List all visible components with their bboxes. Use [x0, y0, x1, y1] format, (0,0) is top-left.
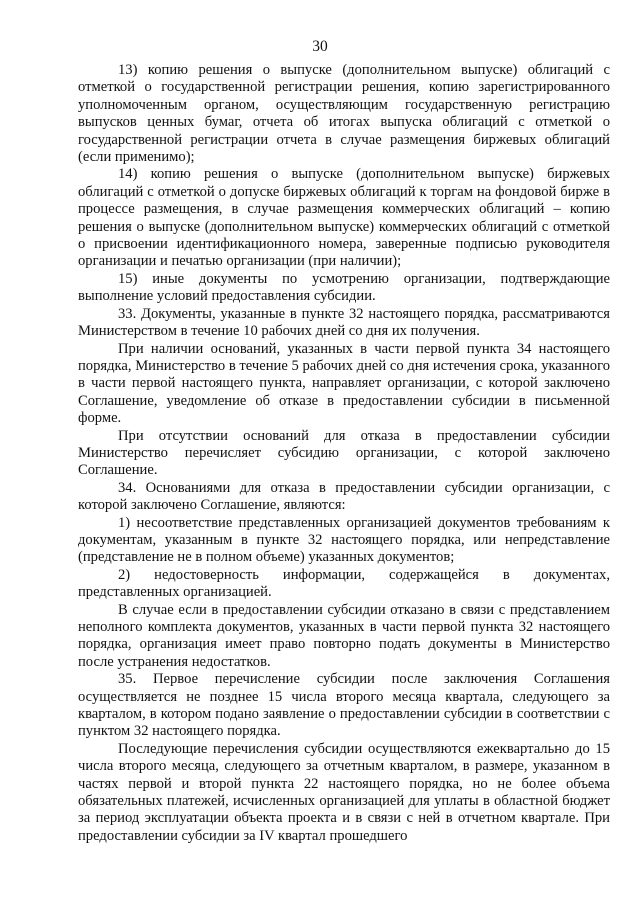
paragraph-ground-2: 2) недостоверность информации, содержащейся в документах, представленных организацией.	[78, 566, 610, 601]
paragraph-refusal-notice: При наличии оснований, указанных в части первой пункта 34 настоящего порядка, Министерство в течение 5 рабочих дней со дня истечения срока, указанного в части первой настоящего пункта, направляет организации, с которой заключено Соглашение, уведомление об отказе в предоставлении субсидии в письменной форме.	[78, 340, 610, 427]
paragraph-item-13: 13) копию решения о выпуске (дополнительном выпуске) облигаций с отметкой о государственной регистрации решения, копию зарегистрированного уполномоченным органом, осуществляющим государственную регистрацию выпусков ценных бумаг, отчета об итогах выпуска облигаций с отметкой о государственной регистрации отчета в случае размещения биржевых облигаций (если применимо);	[78, 62, 610, 166]
paragraph-item-14: 14) копию решения о выпуске (дополнительном выпуске) биржевых облигаций с отметкой о допуске биржевых облигаций к торгам на фондовой бирже в процессе размещения, в случае размещения коммерческих облигаций – копию решения о выпуске (дополнительном выпуске) коммерческих облигаций с отметкой о присвоении идентификационного номера, заверенные подписью руководителя организации и печатью организации (при наличии);	[78, 166, 610, 270]
paragraph-clause-35: 35. Первое перечисление субсидии после заключения Соглашения осуществляется не позднее 15 числа второго месяца квартала, следующего за кварталом, в котором подано заявление о предоставлении субсидии в соответствии с пунктом 32 настоящего порядка.	[78, 671, 610, 740]
page-number: 30	[312, 38, 328, 55]
paragraph-transfer: При отсутствии оснований для отказа в предоставлении субсидии Министерство перечисляет субсидию организации, с которой заключено Соглашение.	[78, 427, 610, 479]
paragraph-ground-1: 1) несоответствие представленных организацией документов требованиям к документам, указанным в пункте 32 настоящего порядка, или непредставление (представление не в полном объеме) указанных документов;	[78, 514, 610, 566]
paragraph-resubmit: В случае если в предоставлении субсидии отказано в связи с представлением неполного комплекта документов, указанных в части первой пункта 32 настоящего порядка, организация имеет право повторно подать документы в Министерство после устранения недостатков.	[78, 601, 610, 670]
paragraph-clause-33: 33. Документы, указанные в пункте 32 настоящего порядка, рассматриваются Министерством в течение 10 рабочих дней со дня их получения.	[78, 305, 610, 340]
paragraph-subsequent-transfers: Последующие перечисления субсидии осуществляются ежеквартально до 15 числа второго месяца, следующего за отчетным кварталом, в размере, указанном в частях первой и второй пункта 22 настоящего порядка, но не более объема обязательных платежей, исчисленных организацией для уплаты в областной бюджет за период эксплуатации объекта проекта и в связи с ней в отчетном квартале. При предоставлении субсидии за IV квартал прошедшего	[78, 740, 610, 844]
document-body	[78, 62, 610, 845]
paragraph-item-15: 15) иные документы по усмотрению организации, подтверждающие выполнение условий предоставления субсидии.	[78, 270, 610, 305]
paragraph-clause-34: 34. Основаниями для отказа в предоставлении субсидии организации, с которой заключено Соглашение, являются:	[78, 479, 610, 514]
